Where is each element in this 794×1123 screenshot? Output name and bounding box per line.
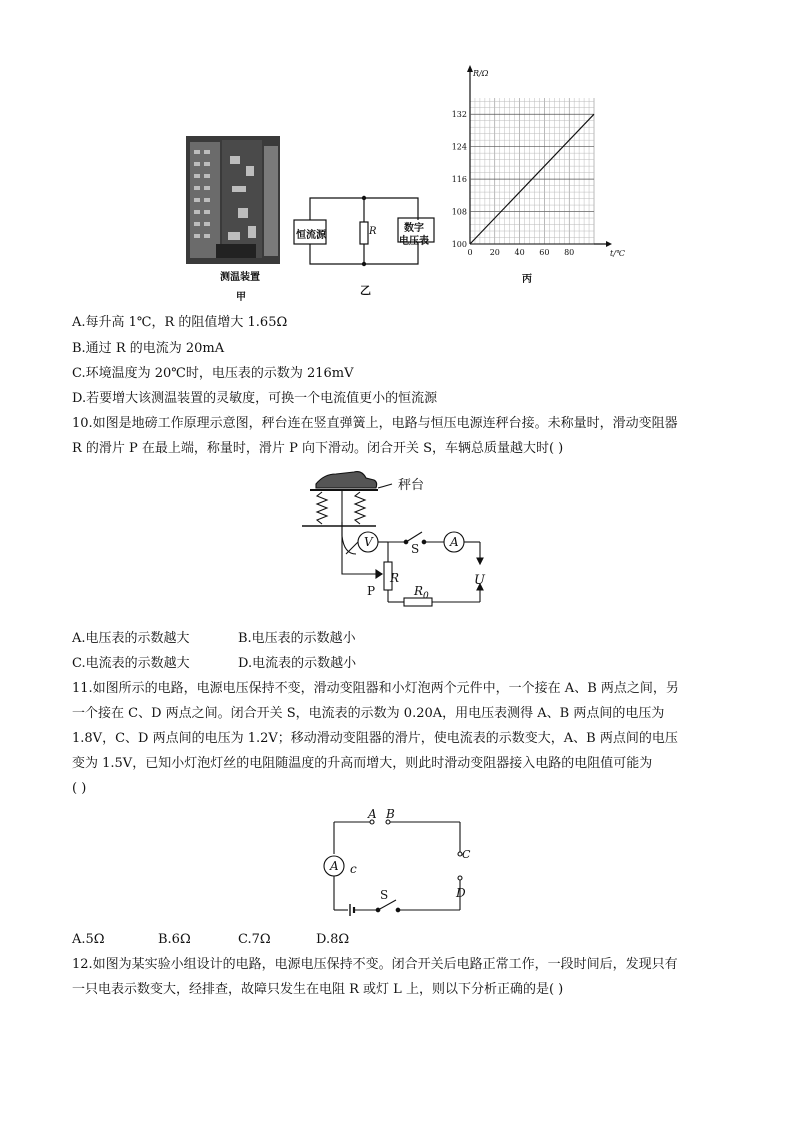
q9-option-d: D.若要增大该测温装置的灵敏度，可换一个电流值更小的恒流源 [72, 391, 438, 406]
q11-stem-line4: 变为 1.5V，已知小灯泡灯丝的电阻随温度的升高而增大，则此时滑动变阻器接入电路的电阻值可能为 [72, 756, 653, 771]
spring-right [355, 492, 365, 524]
q9-option-a: A.每升高 1℃，R 的阻值增大 1.65Ω [72, 315, 288, 330]
x-axis-arrow [606, 241, 612, 247]
q11-stem-line5: ( ) [72, 781, 87, 796]
fig9-label-bing: 丙 [522, 274, 532, 285]
fig9-r-label: R [369, 226, 377, 237]
q11-stem-line1: 11.如图所示的电路，电源电压保持不变，滑动变阻器和小灯泡两个元件中，一个接在 A、B 两点之间，另 [72, 681, 679, 696]
x-tick-label: 0 [467, 248, 473, 257]
car-icon [316, 472, 377, 488]
x-tick-label: 60 [539, 248, 550, 257]
q11-option-d: D.8Ω [316, 932, 350, 947]
current-source-label: 恒流源 [296, 230, 326, 241]
x-tick-label: 20 [489, 248, 500, 257]
fig9-graph [440, 58, 625, 268]
q10-option-a: A.电压表的示数越大 [72, 631, 190, 646]
fig9-photo [186, 136, 280, 264]
y-tick-label: 132 [451, 110, 467, 120]
voltmeter-label-2: 电压表 [399, 236, 429, 247]
voltmeter-label-1: 数字 [404, 223, 424, 234]
q12-stem-line2: 一只电表示数变大，经排查，故障只发生在电阻 R 或灯 L 上，则以下分析正确的是( ) [72, 982, 564, 997]
q11-right-c: C [462, 848, 471, 861]
y-tick-label: 124 [451, 142, 467, 152]
y-tick-label: 100 [451, 240, 467, 249]
x-axis-label: t/℃ [610, 249, 625, 258]
q10-platform-label: 秤台 [398, 478, 425, 493]
temperature-device-photo [186, 136, 280, 264]
x-tick-label: 40 [514, 248, 525, 257]
q9-option-c: C.环境温度为 20℃时，电压表的示数为 216mV [72, 366, 354, 381]
q11-ammeter-label: A [330, 859, 339, 873]
q10-option-b: B.电压表的示数越小 [238, 631, 356, 646]
q11-label-a: A [368, 807, 377, 821]
spring-left [317, 492, 327, 524]
q10-option-d: D.电流表的示数越小 [238, 656, 357, 671]
q12-stem-line1: 12.如图为某实验小组设计的电路，电源电压保持不变。闭合开关后电路正常工作，一段时间后，发现只有 [72, 957, 678, 972]
q11-stem-line3: 1.8V，C、D 两点间的电压为 1.2V；移动滑动变阻器的滑片，使电流表的示数变大，A、B 两点间的电压 [72, 731, 678, 746]
q10-r0-letter: R [414, 584, 424, 598]
q10-v-label: V [364, 535, 373, 549]
q10-r0-label [414, 584, 429, 601]
q11-label-s: S [380, 888, 389, 902]
q10-r0-sub: 0 [423, 591, 429, 602]
y-axis-label: R/Ω [473, 69, 489, 78]
fig9-photo-caption: 测温装置 [220, 272, 260, 283]
y-tick-label: 108 [451, 207, 467, 217]
q11-right-d: D [456, 886, 466, 900]
x-tick-label: 80 [564, 248, 575, 257]
resistance-temperature-graph [440, 58, 625, 268]
q11-label-b: B [386, 807, 395, 821]
q11-option-a: A.5Ω [72, 932, 105, 947]
q11-stem-line2: 一个接在 C、D 两点之间。闭合开关 S，电流表的示数为 0.20A，用电压表测得 A、B 两点间的电压为 [72, 706, 665, 721]
q11-mark-c: c [350, 862, 357, 876]
terminal-d [458, 876, 462, 880]
q11-option-c: C.7Ω [238, 932, 271, 947]
q10-stem-line1: 10.如图是地磅工作原理示意图，秤台连在竖直弹簧上，电路与恒压电源连秤台接。未称量时，滑动变阻器 [72, 416, 678, 431]
q10-stem-line2: R 的滑片 P 在最上端，称量时，滑片 P 向下滑动。闭合开关 S，车辆总质量越大时( ) [72, 441, 564, 456]
q10-s-label: S [411, 542, 420, 556]
y-tick-label: 116 [451, 175, 467, 185]
resistor-r [360, 222, 368, 244]
q10-p-label: P [367, 584, 376, 598]
fig9-label-jia: 甲 [236, 292, 246, 303]
q10-a-label: A [450, 535, 459, 549]
q11-option-b: B.6Ω [158, 932, 191, 947]
q10-r-label: R [390, 571, 400, 585]
q10-option-c: C.电流表的示数越大 [72, 656, 190, 671]
q9-option-b: B.通过 R 的电流为 20mA [72, 341, 225, 356]
q10-u-label: U [474, 573, 485, 588]
fig9-label-yi: 乙 [360, 284, 371, 297]
